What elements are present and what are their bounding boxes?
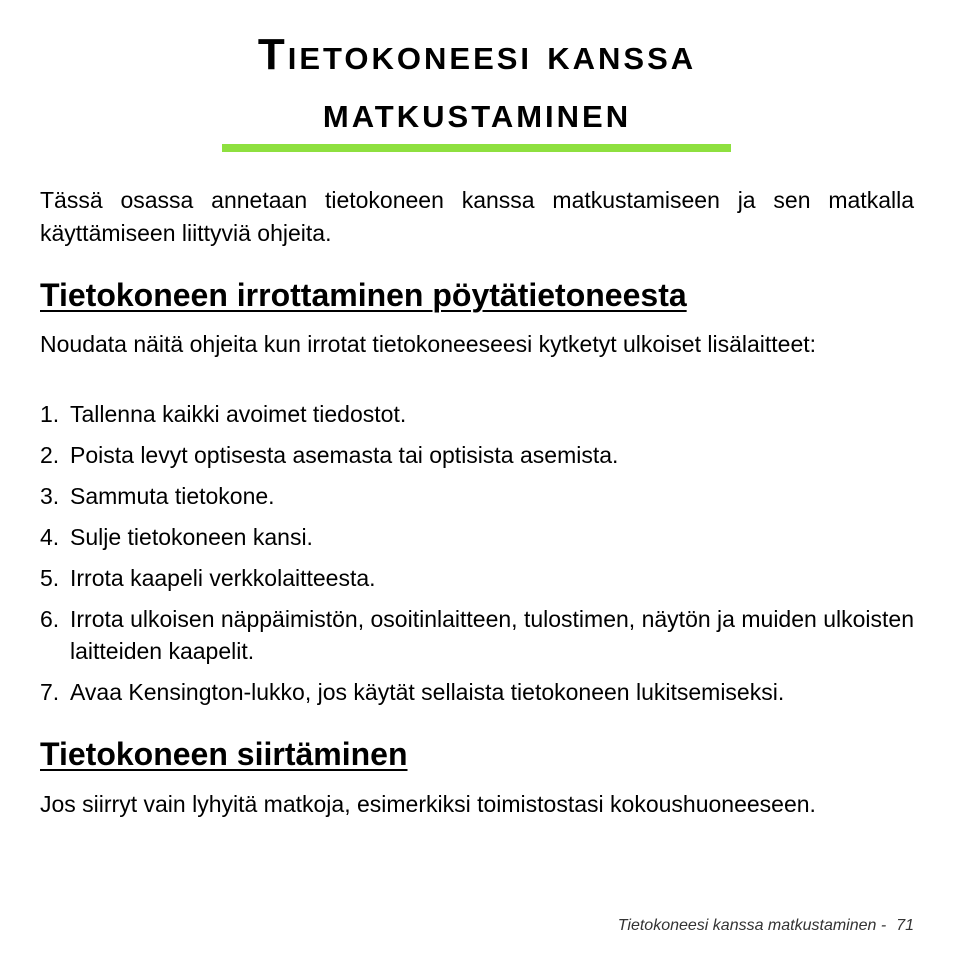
step-number: 5. [40, 565, 60, 591]
step-text: Irrota ulkoisen näppäimistön, osoitinlaitteen, tulostimen, näytön ja muiden ulkoisten laitteiden kaapelit. [70, 606, 914, 664]
list-item [40, 398, 914, 430]
list-item [40, 439, 914, 471]
step-number: 2. [40, 442, 60, 468]
chapter-title [0, 26, 954, 142]
steps-list [40, 398, 914, 717]
list-item [40, 480, 914, 512]
list-item [40, 562, 914, 594]
list-item [40, 676, 914, 708]
section1-lead-paragraph: Noudata näitä ohjeita kun irrotat tietokoneeseesi kytketyt ulkoiset lisälaitteet: [40, 331, 817, 357]
step-text: Sulje tietokoneen kansi. [70, 524, 313, 550]
step-number: 7. [40, 679, 60, 705]
section-heading-moving: Tietokoneen siirtäminen [40, 736, 408, 772]
page-footer [618, 917, 914, 935]
step-number: 1. [40, 401, 60, 427]
step-text: Tallenna kaikki avoimet tiedostot. [70, 401, 407, 427]
step-number: 6. [40, 606, 60, 632]
section-heading-disconnect: Tietokoneen irrottaminen pöytätietoneesta [40, 277, 687, 313]
step-number: 3. [40, 483, 60, 509]
footer-page-number: 71 [896, 917, 914, 934]
footer-running-title: Tietokoneesi kanssa matkustaminen - [617, 917, 887, 934]
step-text: Sammuta tietokone. [70, 483, 275, 509]
list-item [40, 521, 914, 553]
step-text: Poista levyt optisesta asemasta tai optisista asemista. [70, 442, 619, 468]
step-text: Avaa Kensington-lukko, jos käytät sellaista tietokoneen lukitsemiseksi. [70, 679, 785, 705]
chapter-title-line-2: matkustaminen [322, 88, 632, 137]
title-accent-rule [222, 144, 731, 152]
intro-paragraph: Tässä osassa annetaan tietokoneen kanssa matkustamiseen ja sen matkalla käyttämiseen liittyviä ohjeita. [40, 187, 914, 246]
step-text: Irrota kaapeli verkkolaitteesta. [70, 565, 376, 591]
chapter-title-line-1: Tietokoneesi kanssa [257, 30, 697, 79]
section2-lead-paragraph: Jos siirryt vain lyhyitä matkoja, esimerkiksi toimistostasi kokoushuoneeseen. [40, 791, 816, 817]
list-item [40, 603, 914, 667]
step-number: 4. [40, 524, 60, 550]
